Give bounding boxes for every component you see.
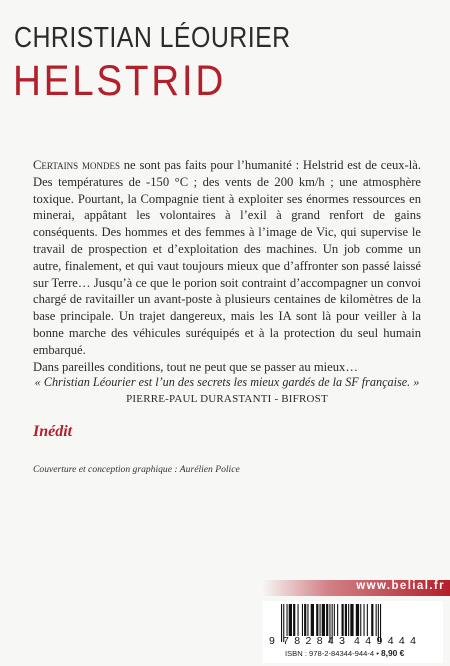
barcode-bar [302,604,303,636]
barcode-bar [307,604,308,636]
barcode-bar [345,604,347,636]
barcode-bar [304,604,306,636]
isbn-separator: • [376,649,379,658]
quote-source: PIERRE-PAUL DURASTANTI - BIFROST [126,393,328,405]
barcode-bar [281,604,282,642]
barcode-first-digit: 9 [269,635,275,647]
barcode-bar [367,604,368,636]
barcode-bar [337,604,338,636]
barcode-bar [298,604,299,636]
author-name: CHRISTIAN LÉOURIER [14,22,291,54]
barcode-bar [376,604,377,636]
barcode-bar [326,604,328,636]
barcode-bar [356,604,359,636]
barcode-right-digits: 449444 [354,635,416,647]
quote-text: « Christian Léourier est l’un des secrets les mieux gardés de la SF française. » [34,375,420,389]
synopsis-lead: Certains mondes [33,158,120,172]
book-title: HELSTRID [13,57,226,105]
barcode-bar [311,604,314,636]
publisher-website: www.belial.fr [356,580,445,592]
barcode-bar [360,604,361,636]
barcode-panel [263,601,443,663]
price: 8,90 € [381,648,405,658]
barcode-bar [289,604,292,636]
barcode-bar [320,604,321,636]
review-quote [33,374,421,408]
barcode-bar [287,604,288,636]
synopsis [33,157,421,375]
isbn-number: ISBN : 978-2-84344-944-4 [285,649,375,658]
barcode-bar [348,604,349,636]
barcode-bar [334,604,335,636]
barcode-bar [350,604,353,636]
cover-credits: Couverture et conception graphique : Aurélien Police [33,464,240,475]
barcode-bar [371,604,373,636]
barcode-bar [342,604,344,636]
barcode-bar [293,604,295,636]
isbn-price-line [285,648,404,658]
synopsis-body: ne sont pas faits pour l’humanité : Helstrid est de ceux-là. Des températures de -150 °C ; des vents de 200 km/h ; une atmosphère toxique. Pourtant, la Compagnie tient à exploiter ses énormes ressources en minerai, appâtant les volontaires à l’exil à grand renfort de gains conséquents. Des hommes et des femmes à l’image de Vic, qui supervise le travail de prospection et d’exploitation des machines. Un job comme un autre, finalement, et qui vaut toujours mieux que d’affronter son passé laissé sur Terre… Jusqu’à ce que le porion soit contraint d’accompagner un convoi chargé de ravitailler un avant-poste à plusieurs centaines de kilomètres de la base principale. Un trajet dangereux, mais les IA sont là pour veiller à la bonne marche des véhicules suréquipés et à la protection du seul humain embarqué. [33,158,421,357]
inedit-label: Inédit [33,423,73,440]
barcode-left-digits: 782843 [283,635,345,647]
barcode-bar [364,604,365,636]
synopsis-paragraph [33,157,421,359]
publisher-website-banner [262,580,450,596]
synopsis-closing: Dans pareilles conditions, tout ne peut que se passer au mieux… [33,359,358,374]
barcode-bar [316,604,318,636]
barcode-bar [322,604,325,636]
